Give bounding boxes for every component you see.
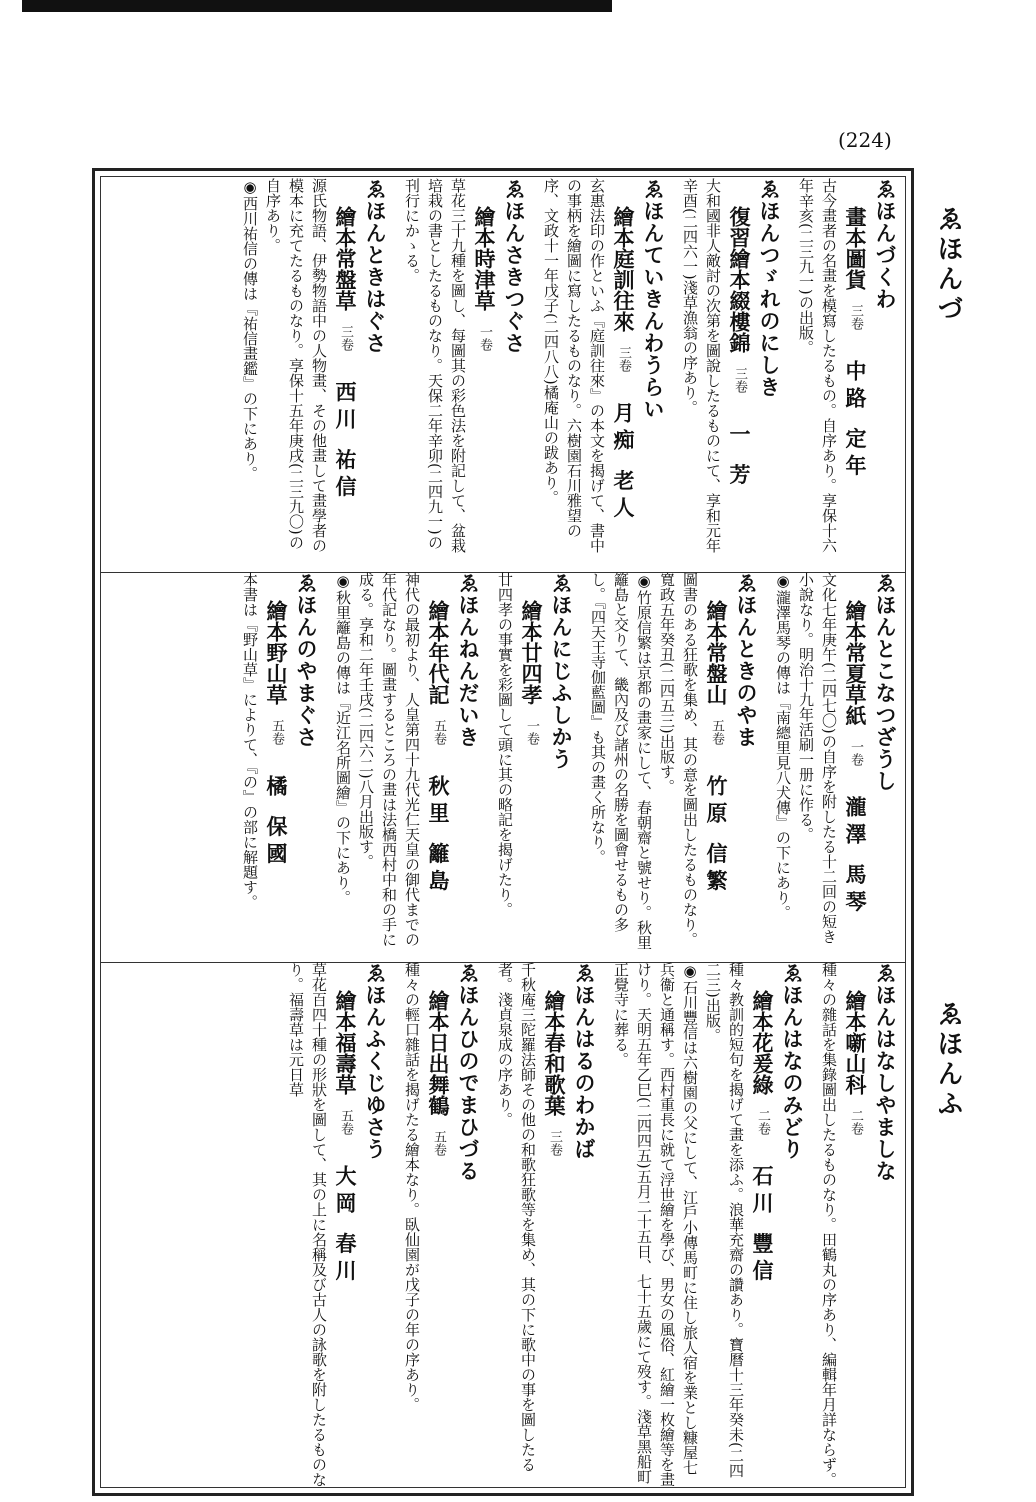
entry-volumes: 三卷 — [338, 325, 353, 351]
entry-reading: ゑほんとこなつざうし — [873, 572, 898, 792]
entry-note: ◉石川豐信は六樹園の父にして、江戶小傳馬町に住し旅人宿を業とし糠屋七兵衞と通稱す。西村重長に就て浮世繪を學び、男女の風俗、紅繪一枚繪等を畫けり。天明五年乙巳(二四四五)五月二十五日、七十五歲にて歿す。淺草黑船町正覺寺に葬る。 — [612, 962, 699, 1487]
entry-volumes: 一卷 — [524, 719, 539, 745]
entry-reading: ゑほんつゞれのにしき — [757, 178, 782, 398]
entry-reading: ゑほんひのでまひづる — [456, 962, 481, 1182]
entry-author: 西川 祐信 — [333, 381, 358, 503]
entry-author: 月痴 老人 — [611, 402, 636, 524]
entry-description: 源氏物語、伊勢物語中の人物畫、その他畫して畫學者の模本に充てたるものなり。享保十五年庚戌(二三九〇)の自序あり。 — [264, 178, 328, 553]
entry-author: 中路 定年 — [843, 360, 868, 482]
entry-volumes: 三卷 — [848, 304, 863, 330]
entry-description: 種々教訓的短句を揭げて畫を添ふ。浪華充齋の讚あり。寶曆十三年癸未(二四二三)出版。 — [704, 962, 745, 1478]
entry-volumes: 五卷 — [338, 1109, 353, 1135]
entry-description: 古今畫者の名畫を模寫したるもの。自序あり。享保十六年辛亥(二三九一)の出版。 — [797, 178, 838, 553]
entry-volumes: 五卷 — [709, 719, 724, 745]
entry-title-line — [747, 962, 777, 1487]
entry-title: 繪本常盤山 — [704, 600, 729, 705]
entry — [238, 572, 321, 952]
entry-reading: ゑほんときはぐさ — [363, 178, 388, 354]
entry-reading: ゑほんのやまぐさ — [294, 572, 319, 748]
entry-title: 繪本日出舞鶴 — [426, 990, 451, 1116]
entry-author: 瀧澤 馬琴 — [843, 796, 868, 918]
entry — [493, 962, 599, 1487]
page-number: (224) — [838, 128, 892, 152]
entry-volumes: 三卷 — [616, 346, 631, 372]
entry-title-line — [840, 962, 870, 1487]
entry-volumes: 二卷 — [848, 1109, 863, 1135]
entry-title-line — [423, 572, 453, 952]
entry — [586, 572, 761, 952]
entry-description: 廿四孝の事實を彩圖して頭に其の略記を揭げたり。 — [496, 572, 514, 917]
entry — [493, 572, 576, 952]
entry-author: 秋里 籬島 — [426, 775, 451, 897]
entry-title-line — [608, 178, 638, 558]
entry — [400, 962, 483, 1487]
entry — [771, 572, 900, 952]
section-bottom — [105, 962, 900, 1487]
entry-volumes: 五卷 — [269, 719, 284, 745]
entry-reading: ゑほんていきんわうらい — [641, 178, 666, 420]
entry — [678, 178, 784, 558]
entry-description: 圖書のある狂歌を集め、其の意を圖出したるものなり。寬政五年癸丑(二四五三)出版す。 — [658, 572, 699, 947]
entry-title-line — [840, 572, 870, 952]
entry — [331, 572, 483, 952]
entry — [400, 178, 529, 558]
entry-volumes: 五卷 — [431, 719, 446, 745]
entry-reading: ゑほんさきつぐさ — [502, 178, 527, 354]
entry-title: 繪本春和歌葉 — [542, 990, 567, 1116]
entry-reading: ゑほんときのやま — [734, 572, 759, 748]
entry — [817, 962, 900, 1487]
entry-reading: ゑほんねんだいき — [456, 572, 481, 748]
entry-title-line — [840, 178, 870, 558]
entry-author: 石川 豐信 — [750, 1165, 775, 1287]
entry-description: 草花百四十種の形狀を圖して、其の上に名稱及び古人の詠歌を附したるものなり。福壽草は元日草 — [287, 962, 328, 1487]
entry-reading: ゑほんはなしやましな — [873, 962, 898, 1182]
entry-reading: ゑほんはなのみどり — [780, 962, 805, 1160]
top-rule — [22, 0, 612, 12]
entry-volumes: 一卷 — [848, 740, 863, 766]
entry — [284, 962, 390, 1487]
entry-volumes: 二卷 — [755, 1109, 770, 1135]
entry-volumes: 三卷 — [732, 367, 747, 393]
entry-title: 繪本年代記 — [426, 600, 451, 705]
entry-description: 玄惠法印の作といふ『庭訓往來』の本文を揭げて、書中の事柄を繪圖に寫したるものなり。六樹園石川雅望の序、文政十一年戊子(二四八八)橘庵山の跋あり。 — [542, 178, 606, 553]
entry-title: 繪本噺山科 — [843, 990, 868, 1095]
entry-title: 繪本常夏草紙 — [843, 600, 868, 726]
entry-note: ◉瀧澤馬琴の傳は『南總里見八犬傳』の下にあり。 — [774, 572, 792, 920]
entry-author: 橘 保國 — [264, 775, 289, 870]
entry-volumes: 三卷 — [547, 1130, 562, 1156]
entry-title: 繪本福壽草 — [333, 990, 358, 1095]
entry-note: ◉西川祐信の傳は『祐信畫鑑』の下にあり。 — [241, 178, 259, 481]
entry-title-line — [516, 572, 546, 952]
entry — [238, 178, 390, 558]
entry-title-line — [469, 178, 499, 558]
entry-title-line — [261, 572, 291, 952]
entry-title: 繪本常盤草 — [333, 206, 358, 311]
entry-volumes: 一卷 — [477, 325, 492, 351]
entry-reading: ゑほんふくじゆさう — [363, 962, 388, 1160]
entry — [609, 962, 807, 1487]
entry-description: 本書は『野山草』によりて、『の』の部に解題す。 — [241, 572, 259, 910]
entry-title: 繪本花爰綠 — [750, 990, 775, 1095]
entry-author: 大岡 春川 — [333, 1165, 358, 1287]
section-middle — [105, 572, 900, 952]
entry-title-line — [423, 962, 453, 1487]
entry-description: 神代の最初より、人皇第四十九代光仁天皇の御代までの年代記なり。圖畫するところの畫は法橋西村中和の手に成る。享和二年壬戌(二四六二)八月出版す。 — [357, 572, 421, 947]
entry-title: 繪本廿四孝 — [519, 600, 544, 705]
entry-description: 種々の輕口雜話を揭げたる繪本なり。臥仙園が戊子の年の序あり。 — [403, 962, 421, 1412]
entry-description: 大和國非人敵討の次第を圖說したるものにて、享和元年辛酉(二四六一)淺草漁翁の序あり。 — [681, 178, 722, 553]
section-top — [105, 178, 900, 558]
entry-title-line — [330, 962, 360, 1487]
entry-title: 復習繪本綴樓錦 — [727, 206, 752, 353]
entry-note: ◉秋里籬島の傳は『近江名所圖繪』の下にあり。 — [334, 572, 352, 905]
entry-title-line — [724, 178, 754, 558]
entry-description: 種々の雜話を集錄圖出したるものなり。田鶴丸の序あり、編輯年月詳ならず。 — [820, 962, 838, 1487]
entry-title: 畫本圖貨 — [843, 206, 868, 290]
entry — [539, 178, 668, 558]
entry-author: 竹原 信繁 — [704, 775, 729, 897]
entry-title: 繪本時津草 — [472, 206, 497, 311]
entry-reading: ゑほんづくわ — [873, 178, 898, 310]
entry-note: ◉竹原信繁は京都の畫家にして、春朝齋と號せり。秋里籬島と交りて、畿內及び諸州の名勝を圖會せるもの多し。『四天王寺伽藍圖』も其の畫く所なり。 — [589, 572, 653, 950]
entry-volumes: 五卷 — [431, 1130, 446, 1156]
entry — [794, 178, 900, 558]
entry-description: 文化七年庚午(二四七〇)の自序を附したる十二回の短き小說なり。明治十九年活刷一册に作る。 — [797, 572, 838, 944]
entry-title-line — [701, 572, 731, 952]
entry-author: 一 芳 — [727, 423, 752, 491]
entry-reading: ゑほんにじふしかう — [549, 572, 574, 770]
entry-title-line — [330, 178, 360, 558]
running-head-bottom: ゑほんふ — [933, 1000, 963, 1120]
entry-description: 草花三十九種を圖し、每圖其の彩色法を附記して、盆栽培栽の書としたるものなり。天保二年辛卯(二四九一)の刊行にかゝる。 — [403, 178, 467, 553]
entry-title: 繪本庭訓往來 — [611, 206, 636, 332]
entry-reading: ゑほんはるのわかば — [572, 962, 597, 1160]
entry-description: 千秋庵三陀羅法師その他の和歌狂歌等を集め、其の下に歌中の事を圖したる者。淺貞泉成の序あり。 — [496, 962, 537, 1472]
running-head-top: ゑほんづ — [933, 205, 963, 325]
entry-title: 繪本野山草 — [264, 600, 289, 705]
entry-title-line — [539, 962, 569, 1487]
